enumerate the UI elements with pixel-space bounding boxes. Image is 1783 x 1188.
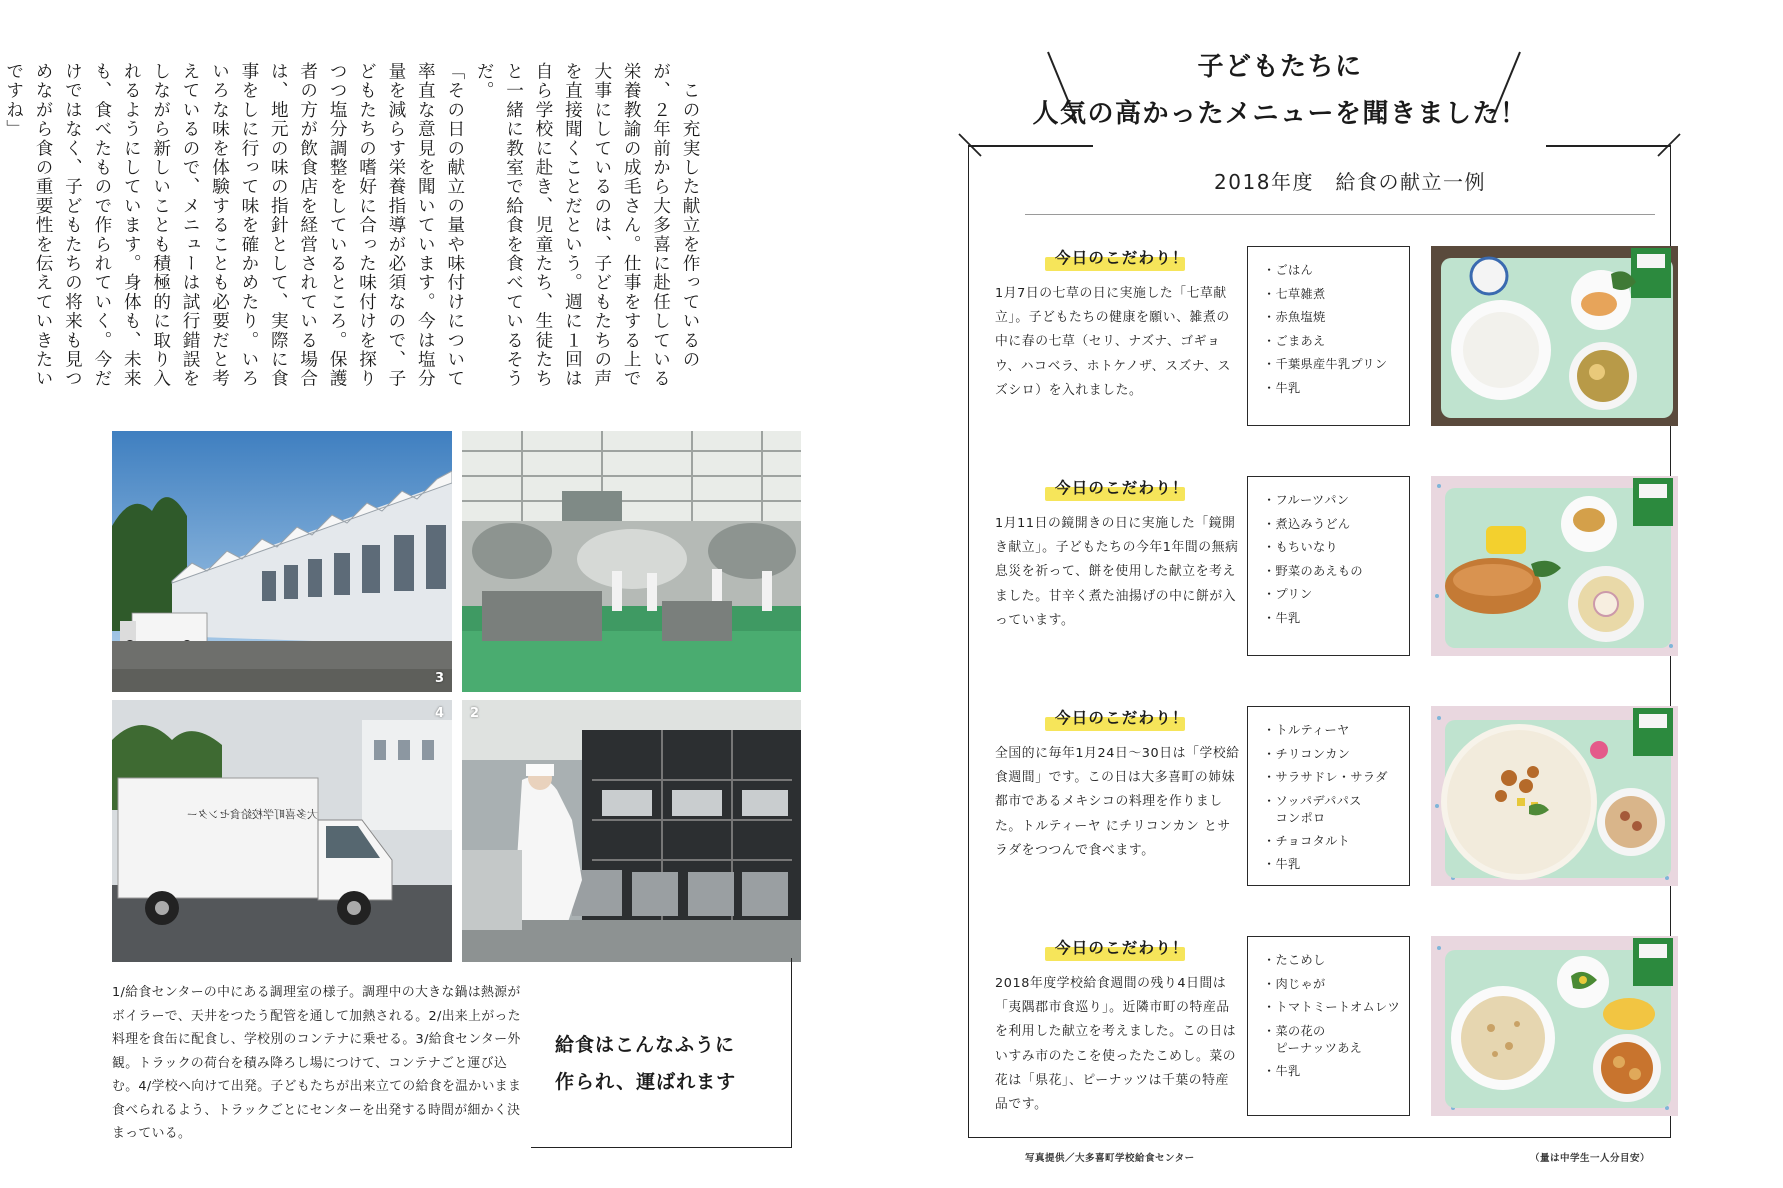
- tray-photo-kagamibiraki: [1431, 476, 1678, 656]
- menu-item: ・牛乳: [1263, 857, 1301, 871]
- frame-corner-right-deco: [1654, 130, 1684, 160]
- side-title-box: [531, 967, 792, 1148]
- menu-item: ・菜の花の ピーナッツあえ: [1263, 1023, 1363, 1055]
- headline: [1000, 44, 1560, 138]
- menu-item: ・牛乳: [1263, 380, 1301, 395]
- menu-item: ・赤魚塩焼: [1263, 310, 1326, 324]
- article-paragraph-1: この充実した献立を作っているのが、２年前から大多喜に赴任している栄養教諭の成毛さん。仕事をする上で大事にしているのは、子どもたちの声を直接聞くことだという。週に１回は自ら学校に赴き、児童たち、生徒たちと一緒に教室で給食を食べているそうだ。: [474, 62, 700, 389]
- photo-container-loading: [462, 700, 801, 962]
- kodawari-badge: [1045, 246, 1189, 272]
- menu-frame-top-left: [968, 145, 1093, 147]
- menu-entry-1: [995, 246, 1655, 431]
- portion-note: （量は中学生一人分目安）: [1530, 1153, 1651, 1164]
- menu-item: ・トマトミートオムレツ: [1263, 1000, 1400, 1014]
- menu-list: [1247, 246, 1410, 426]
- menu-section-title: 2018年度 給食の献立一例: [1214, 170, 1486, 194]
- menu-list: [1247, 706, 1410, 886]
- menu-entry-4: [995, 936, 1655, 1121]
- badge-label: 今日のこだわり！: [1055, 479, 1189, 497]
- entry-description: 1月7日の七草の日に実施した「七草献立」。子どもたちの健康を願い、雑煮の中に春の七草（セリ、ナズナ、ゴギョウ、ハコベラ、ホトケノザ、スズナ、スズシロ）を入れました。: [995, 286, 1231, 398]
- menu-list: [1247, 476, 1410, 656]
- frame-corner-left-deco: [955, 130, 985, 160]
- photo-credit: 写真提供／大多喜町学校給食センター: [1025, 1153, 1195, 1164]
- menu-list: [1247, 936, 1410, 1116]
- badge-label: 今日のこだわり！: [1055, 709, 1189, 727]
- photo-cooking-room: [462, 431, 801, 692]
- menu-item: ・ソッパデパパス コンポロ: [1263, 793, 1362, 825]
- article-body: [3, 62, 704, 392]
- menu-item: ・もちいなり: [1263, 540, 1338, 554]
- menu-item: ・サラサドレ・サラダ: [1263, 770, 1388, 784]
- tray-photo-isumi: [1431, 936, 1678, 1116]
- photo-number-4: 4: [434, 706, 444, 721]
- headline-line-2: 人気の高かったメニューを聞きました！: [1032, 99, 1528, 129]
- entry-description: 全国的に毎年1月24日〜30日は「学校給食週間」です。この日は大多喜町の姉妹都市であるメキシコの料理を作りました。トルティーヤ にチリコンカン とサラダをつつんで食べます。: [995, 746, 1240, 858]
- menu-item: ・ごまあえ: [1263, 333, 1326, 348]
- tray-photo-nanakusa: [1431, 246, 1678, 426]
- menu-item: ・ごはん: [1263, 263, 1313, 277]
- menu-item: ・プリン: [1263, 587, 1313, 601]
- menu-item: ・たこめし: [1263, 953, 1326, 967]
- kodawari-badge: [1045, 706, 1189, 732]
- article-paragraph-2: 「その日の献立の量や味付けについて率直な意見を聞いています。今は塩分量を減らす栄養指導が必須なので、子どもたちの嗜好に合った味付けを探りつつ塩分調整をしているところ。保護者の方が飲食店を経営されている場合は、地元の味の指針として、実際に食事をしに行って味を確かめたり。いろいろな味を体験することも必要だと考えているので、メニューは試行錯誤をしながら新しいことも積極的に取り入れるようにしています。身体も、未来も、食べたもので作られていく。今だけではなく、子どもたちの将来も見つめながら食の重要性を伝えていきたいですね」: [3, 62, 465, 389]
- menu-frame-top-right: [1546, 145, 1671, 147]
- menu-item: ・トルティーヤ: [1263, 723, 1350, 737]
- menu-item: ・チョコタルト: [1263, 833, 1351, 848]
- menu-item: ・肉じゃが: [1263, 976, 1326, 991]
- menu-item: ・煮込みうどん: [1263, 516, 1351, 531]
- side-title: [555, 1027, 736, 1101]
- photo-truck-departure: [112, 700, 452, 962]
- tray-photo-mexico: [1431, 706, 1678, 886]
- side-title-box-tick: [791, 958, 793, 968]
- menu-item: ・牛乳: [1263, 1063, 1301, 1078]
- menu-entry-2: [995, 476, 1655, 661]
- menu-item: ・牛乳: [1263, 610, 1301, 625]
- truck-lettering: 大多喜町学校給食センター: [186, 808, 318, 821]
- photo-center-exterior: [112, 431, 452, 692]
- menu-section-divider: [1025, 214, 1655, 215]
- photo-number-2: 2: [470, 706, 480, 721]
- menu-item: ・フルーツパン: [1263, 493, 1350, 507]
- kodawari-badge: [1045, 936, 1189, 962]
- badge-label: 今日のこだわり！: [1055, 939, 1189, 957]
- entry-description: 2018年度学校給食週間の残り4日間は「夷隅郡市食巡り」。近隣市町の特産品を利用した献立を考えました。この日はいすみ市のたこを使ったたこめし。菜の花は「県花」、ピーナッツは千葉の特産品です。: [995, 976, 1237, 1113]
- headline-line-1: 子どもたちに: [1197, 52, 1363, 82]
- menu-item: ・七草雑煮: [1263, 286, 1326, 301]
- side-title-line-2: 作られ、運ばれます: [555, 1071, 737, 1093]
- photo-caption: 1/給食センターの中にある調理室の様子。調理中の大きな鍋は熱源がボイラーで、天井をつたう配管を通して加熱される。2/出来上がった料理を食缶に配食し、学校別のコンテナに乗せる。3/給食センター外観。トラックの荷台を積み降ろし場につけて、コンテナごと運び込む。4/学校へ向けて出発。子どもたちが出来立ての給食を温かいまま食べられるよう、トラックごとにセンターを出発する時間が細かく決まっている。: [112, 985, 522, 1141]
- menu-entry-3: [995, 706, 1655, 891]
- menu-item: ・チリコンカン: [1263, 746, 1351, 761]
- menu-item: ・千葉県産牛乳プリン: [1263, 357, 1388, 371]
- kodawari-badge: [1045, 476, 1189, 502]
- entry-description: 1月11日の鏡開きの日に実施した「鏡開き献立」。子どもたちの今年1年間の無病息災を祈って、餅を使用した献立を考えました。甘辛く煮た油揚げの中に餅が入っています。: [995, 516, 1239, 628]
- badge-label: 今日のこだわり！: [1055, 249, 1189, 267]
- photo-number-3: 3: [434, 671, 444, 686]
- side-title-line-1: 給食はこんなふうに: [555, 1034, 736, 1056]
- menu-item: ・野菜のあえもの: [1263, 563, 1363, 578]
